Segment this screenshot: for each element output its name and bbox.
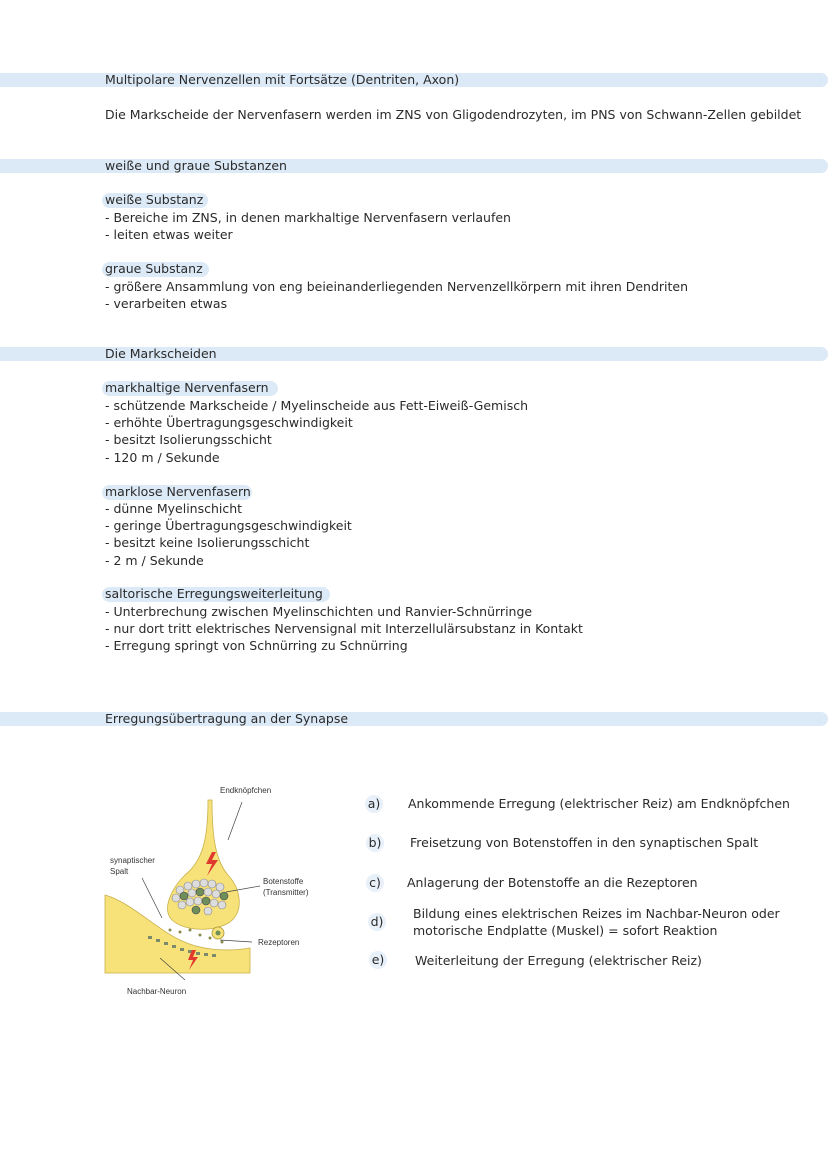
step-text: Ankommende Erregung (elektrischer Reiz) am Endknöpfchen	[408, 796, 790, 811]
list-item: - Unterbrechung zwischen Myelinschichten und Ranvier-Schnürringe	[105, 604, 533, 619]
list-weisse-substanz	[105, 209, 511, 243]
step-text: Anlagerung der Botenstoffe an die Rezeptoren	[407, 875, 698, 890]
list-item: - schützende Markscheide / Myelinscheide aus Fett-Eiweiß-Gemisch	[105, 398, 529, 413]
list-item: - erhöhte Übertragungsgeschwindigkeit	[105, 415, 353, 431]
list-graue-substanz	[105, 278, 688, 312]
label-rezeptoren: Rezeptoren	[258, 938, 300, 947]
subheading-markhaltig: markhaltige Nervenfasern	[105, 380, 269, 395]
subheading-weisse-substanz: weiße Substanz	[105, 192, 204, 207]
synapse-diagram	[100, 780, 335, 1005]
step-letter: d)	[368, 913, 386, 931]
label-nachbar-neuron: Nachbar-Neuron	[127, 987, 187, 996]
step-letter: a)	[365, 795, 383, 813]
label-spalt-1: synaptischer	[110, 856, 155, 865]
list-item: - besitzt keine Isolierungsschicht	[105, 535, 310, 551]
subheading-marklos: marklose Nervenfasern	[105, 484, 251, 499]
subheading-saltorisch: saltorische Erregungsweiterleitung	[105, 586, 323, 601]
endknoepfchen-shape	[168, 800, 240, 929]
section-title-markscheiden: Die Markscheiden	[105, 346, 217, 361]
label-endknoepfchen: Endknöpfchen	[220, 786, 272, 795]
list-item: - leiten etwas weiter	[105, 227, 233, 243]
list-item: - dünne Myelinschicht	[105, 501, 243, 516]
label-botenstoffe-2: (Transmitter)	[263, 888, 309, 897]
step-text-line2: motorische Endplatte (Muskel) = sofort Reaktion	[413, 923, 718, 938]
step-letter: e)	[369, 951, 387, 969]
step-text: Bildung eines elektrischen Reizes im Nachbar-Neuron oder	[413, 906, 780, 921]
list-item: - besitzt Isolierungsschicht	[105, 432, 272, 448]
intro-text: Die Markscheide der Nervenfasern werden im ZNS von Gligodendrozyten, im PNS von Schwann-Zellen gebildet	[105, 107, 802, 122]
list-item: - verarbeiten etwas	[105, 296, 228, 312]
list-item: - Bereiche im ZNS, in denen markhaltige Nervenfasern verlaufen	[105, 210, 511, 225]
label-botenstoffe-1: Botenstoffe	[263, 877, 304, 886]
label-spalt-2: Spalt	[110, 867, 129, 876]
list-item: - 2 m / Sekunde	[105, 552, 204, 568]
step-letter: c)	[366, 874, 384, 892]
list-marklos	[105, 500, 352, 569]
subheading-graue-substanz: graue Substanz	[105, 261, 203, 276]
section-title-synapse: Erregungsübertragung an der Synapse	[105, 711, 349, 726]
list-item: - 120 m / Sekunde	[105, 449, 220, 465]
list-item: - nur dort tritt elektrisches Nervensignal mit Interzellulärsubstanz in Kontakt	[105, 621, 583, 637]
list-markhaltig	[105, 397, 528, 466]
list-item: - größere Ansammlung von eng beieinanderliegenden Nervenzellkörpern mit ihren Dendriten	[105, 279, 689, 294]
list-saltorisch	[105, 603, 583, 655]
step-text: Weiterleitung der Erregung (elektrischer Reiz)	[415, 953, 702, 968]
step-text: Freisetzung von Botenstoffen in den synaptischen Spalt	[410, 835, 759, 850]
list-item: - Erregung springt von Schnürring zu Schnürring	[105, 638, 408, 654]
section-title-substanzen: weiße und graue Substanzen	[105, 158, 287, 173]
step-letter: b)	[366, 834, 384, 852]
list-item: - geringe Übertragungsgeschwindigkeit	[105, 518, 352, 534]
section-title-nervenzellen: Multipolare Nervenzellen mit Fortsätze (Dentriten, Axon)	[105, 72, 460, 87]
